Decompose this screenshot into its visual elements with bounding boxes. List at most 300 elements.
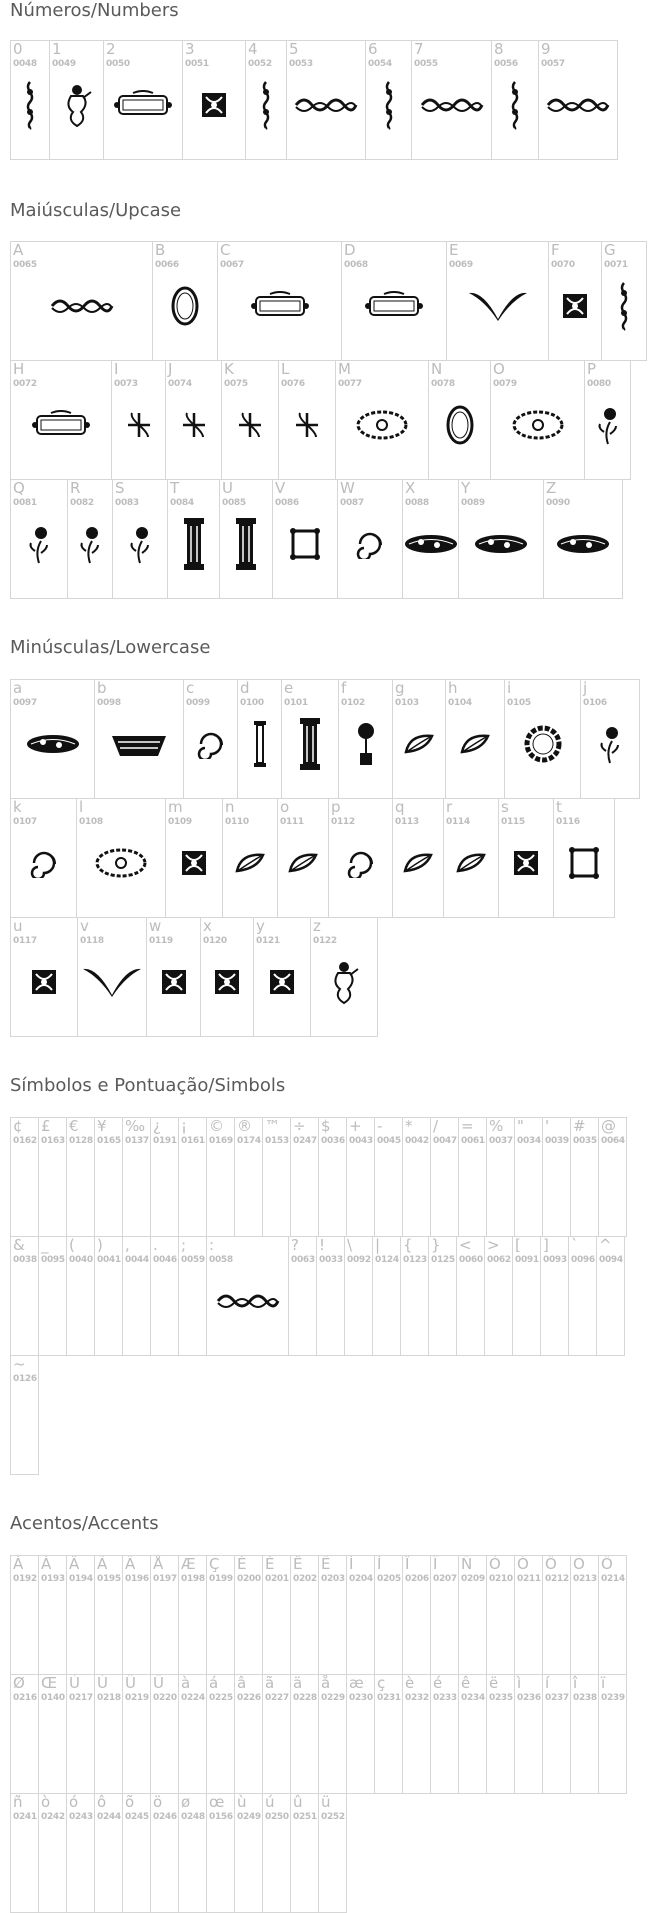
glyph-character: Ì xyxy=(349,1555,354,1573)
glyph-cell[interactable] xyxy=(234,1117,263,1237)
glyph-cell[interactable] xyxy=(411,40,492,160)
h-cluster-ornament-icon xyxy=(555,531,611,557)
glyph-cell[interactable] xyxy=(221,360,279,480)
wreath-h-ornament-icon xyxy=(510,408,566,442)
glyph-cell[interactable] xyxy=(458,1117,487,1237)
glyph-cell[interactable] xyxy=(178,1555,207,1675)
glyph-code: 0247 xyxy=(293,1136,317,1146)
glyph-code: 0204 xyxy=(349,1574,373,1584)
glyph-cell[interactable] xyxy=(10,1555,39,1675)
glyph-cell[interactable] xyxy=(10,360,112,480)
corner-ornament-icon xyxy=(126,411,152,439)
glyph-cell[interactable] xyxy=(498,798,554,918)
glyph-character: Í xyxy=(377,1555,382,1573)
glyph-code: 0203 xyxy=(321,1574,345,1584)
glyph-cell[interactable] xyxy=(262,1674,291,1794)
glyph-character: Ò xyxy=(489,1555,501,1573)
glyph-cell[interactable] xyxy=(458,1555,487,1675)
glyph-cell[interactable] xyxy=(94,679,184,799)
glyph-cell[interactable] xyxy=(596,1236,625,1356)
glyph-character: t xyxy=(556,798,562,816)
glyph-cell[interactable] xyxy=(484,1236,513,1356)
glyph-cell[interactable] xyxy=(286,40,366,160)
glyph-cell[interactable] xyxy=(38,1674,67,1794)
glyph-code: 0153 xyxy=(265,1136,289,1146)
glyph-code: 0211 xyxy=(517,1574,541,1584)
glyph-cell[interactable] xyxy=(290,1793,319,1913)
glyph-cell[interactable] xyxy=(10,917,78,1037)
section-title: Símbolos e Pontuação/Simbols xyxy=(10,1075,286,1096)
glyph-cell[interactable] xyxy=(10,1355,39,1475)
glyph-character: L xyxy=(281,360,290,378)
glyph-cell[interactable] xyxy=(538,40,618,160)
glyph-code: 0163 xyxy=(41,1136,65,1146)
glyph-cell[interactable] xyxy=(344,1236,373,1356)
glyph-cell[interactable] xyxy=(10,1117,39,1237)
glyph-code: 0105 xyxy=(507,698,531,708)
glyph-code: 0224 xyxy=(181,1693,205,1703)
glyph-cell[interactable] xyxy=(542,1117,571,1237)
glyph-cell[interactable] xyxy=(77,917,147,1037)
glyph-cell[interactable] xyxy=(146,917,201,1037)
glyph-cell[interactable] xyxy=(150,1117,179,1237)
glyph-cell[interactable] xyxy=(66,1236,95,1356)
glyph-code: 0198 xyxy=(181,1574,205,1584)
glyph-cell[interactable] xyxy=(542,1555,571,1675)
glyph-cell[interactable] xyxy=(262,1555,291,1675)
glyph-character: 6 xyxy=(368,40,378,58)
glyph-cell[interactable] xyxy=(570,1555,599,1675)
glyph-cell[interactable] xyxy=(458,479,544,599)
glyph-cell[interactable] xyxy=(122,1236,151,1356)
glyph-character: 5 xyxy=(289,40,299,58)
glyph-cell[interactable] xyxy=(400,1236,429,1356)
glyph-character: G xyxy=(604,241,616,259)
glyph-cell[interactable] xyxy=(112,479,168,599)
glyph-character: Œ xyxy=(41,1674,58,1692)
glyph-cell[interactable] xyxy=(281,679,339,799)
glyph-cell[interactable] xyxy=(10,1236,39,1356)
glyph-character: l xyxy=(79,798,84,816)
glyph-code: 0239 xyxy=(601,1693,625,1703)
glyph-code: 0033 xyxy=(319,1255,343,1265)
glyph-code: 0250 xyxy=(265,1812,289,1822)
glyph-code: 0034 xyxy=(517,1136,541,1146)
glyph-row xyxy=(10,241,646,361)
glyph-cell[interactable] xyxy=(262,1117,291,1237)
glyph-character: © xyxy=(209,1117,224,1135)
glyph-cell[interactable] xyxy=(318,1117,347,1237)
glyph-cell[interactable] xyxy=(514,1117,543,1237)
glyph-code: 0237 xyxy=(545,1693,569,1703)
glyph-cell[interactable] xyxy=(365,40,412,160)
glyph-cell[interactable] xyxy=(272,479,338,599)
glyph-cell[interactable] xyxy=(402,1674,431,1794)
glyph-cell[interactable] xyxy=(167,479,220,599)
glyph-code: 0209 xyxy=(461,1574,485,1584)
glyph-cell[interactable] xyxy=(443,798,499,918)
glyph-character: ? xyxy=(291,1236,299,1254)
glyph-cell[interactable] xyxy=(337,479,403,599)
glyph-character: Ø xyxy=(13,1674,25,1692)
glyph-character: Æ xyxy=(181,1555,196,1573)
glyph-code: 0096 xyxy=(571,1255,595,1265)
glyph-character: Ô xyxy=(545,1555,557,1573)
glyph-character: < xyxy=(459,1236,472,1254)
glyph-code: 0113 xyxy=(395,817,419,827)
glyph-code: 0097 xyxy=(13,698,37,708)
glyph-cell[interactable] xyxy=(542,1674,571,1794)
glyph-cell[interactable] xyxy=(165,798,223,918)
glyph-character: Q xyxy=(13,479,25,497)
glyph-cell[interactable] xyxy=(122,1674,151,1794)
glyph-character: \ xyxy=(347,1236,353,1254)
swirl-ornament-icon xyxy=(196,729,226,759)
glyph-cell[interactable] xyxy=(150,1555,179,1675)
section-title: Acentos/Accents xyxy=(10,1513,159,1534)
glyph-character: ; xyxy=(181,1236,187,1254)
glyph-cell[interactable] xyxy=(66,1793,95,1913)
glyph-character: å xyxy=(321,1674,331,1692)
glyph-cell[interactable] xyxy=(335,360,429,480)
glyph-cell[interactable] xyxy=(372,1236,401,1356)
glyph-cell[interactable] xyxy=(253,917,311,1037)
glyph-character: ñ xyxy=(13,1793,23,1811)
glyph-character: Ç xyxy=(209,1555,220,1573)
glyph-cell[interactable] xyxy=(310,917,378,1037)
glyph-cell[interactable] xyxy=(290,1674,319,1794)
glyph-cell[interactable] xyxy=(178,1236,207,1356)
glyph-code: 0062 xyxy=(487,1255,511,1265)
glyph-character: u xyxy=(13,917,23,935)
glyph-cell[interactable] xyxy=(94,1555,123,1675)
swirl-ornament-icon xyxy=(355,529,385,559)
glyph-code: 0126 xyxy=(13,1374,37,1384)
glyph-character: ] xyxy=(543,1236,549,1254)
glyph-cell[interactable] xyxy=(548,241,602,361)
glyph-cell[interactable] xyxy=(316,1236,345,1356)
glyph-character: Á xyxy=(41,1555,52,1573)
glyph-character: ^ xyxy=(599,1236,612,1254)
glyph-cell[interactable] xyxy=(200,917,254,1037)
glyph-row xyxy=(10,1355,38,1475)
glyph-cell[interactable] xyxy=(341,241,447,361)
glyph-cell[interactable] xyxy=(514,1674,543,1794)
glyph-character: q xyxy=(395,798,405,816)
glyph-cell[interactable] xyxy=(491,40,539,160)
glyph-code: 0192 xyxy=(13,1574,37,1584)
glyph-cell[interactable] xyxy=(543,479,623,599)
oval-ornament-icon xyxy=(170,285,200,327)
block-ornament-icon xyxy=(512,849,540,877)
glyph-cell[interactable] xyxy=(428,1236,457,1356)
glyph-cell[interactable] xyxy=(10,40,50,160)
glyph-code: 0102 xyxy=(341,698,365,708)
glyph-code: 0193 xyxy=(41,1574,65,1584)
glyph-cell[interactable] xyxy=(288,1236,317,1356)
glyph-cell[interactable] xyxy=(178,1117,207,1237)
glyph-cell[interactable] xyxy=(219,479,273,599)
leaf-ornament-icon xyxy=(404,732,434,756)
glyph-cell[interactable] xyxy=(38,1793,67,1913)
glyph-code: 0108 xyxy=(79,817,103,827)
glyph-cell[interactable] xyxy=(553,798,615,918)
glyph-code: 0072 xyxy=(13,379,37,389)
glyph-cell[interactable] xyxy=(206,1555,235,1675)
glyph-code: 0233 xyxy=(433,1693,457,1703)
glyph-cell[interactable] xyxy=(217,241,342,361)
glyph-cell[interactable] xyxy=(206,1117,235,1237)
glyph-character: , xyxy=(125,1236,130,1254)
glyph-code: 0076 xyxy=(281,379,305,389)
glyph-cell[interactable] xyxy=(486,1674,515,1794)
glyph-cell[interactable] xyxy=(38,1236,67,1356)
glyph-cell[interactable] xyxy=(10,679,95,799)
glyph-character: r xyxy=(446,798,453,816)
glyph-character: ê xyxy=(461,1674,471,1692)
glyph-row xyxy=(10,1236,624,1356)
glyph-character: } xyxy=(431,1236,441,1254)
glyph-cell[interactable] xyxy=(346,1674,375,1794)
glyph-character: D xyxy=(344,241,356,259)
glyph-cell[interactable] xyxy=(486,1555,515,1675)
glyph-cell[interactable] xyxy=(66,1555,95,1675)
glyph-cell[interactable] xyxy=(514,1555,543,1675)
glyph-cell[interactable] xyxy=(584,360,631,480)
glyph-cell[interactable] xyxy=(290,1117,319,1237)
glyph-cell[interactable] xyxy=(150,1236,179,1356)
glyph-cell[interactable] xyxy=(318,1674,347,1794)
glyph-character: V xyxy=(275,479,286,497)
frame-h-ornament-icon xyxy=(364,291,424,321)
glyph-code: 0088 xyxy=(405,498,429,508)
glyph-cell[interactable] xyxy=(38,1117,67,1237)
glyph-code: 0054 xyxy=(368,59,392,69)
glyph-cell[interactable] xyxy=(346,1117,375,1237)
glyph-character: / xyxy=(433,1117,439,1135)
glyph-cell[interactable] xyxy=(568,1236,597,1356)
glyph-character: W xyxy=(340,479,355,497)
glyph-cell[interactable] xyxy=(540,1236,569,1356)
oval-ornament-icon xyxy=(445,404,475,446)
glyph-code: 0050 xyxy=(106,59,130,69)
glyph-cell[interactable] xyxy=(598,1117,627,1237)
glyph-cell[interactable] xyxy=(456,1236,485,1356)
glyph-cell[interactable] xyxy=(206,1793,235,1913)
glyph-cell[interactable] xyxy=(374,1555,403,1675)
glyph-cell[interactable] xyxy=(76,798,166,918)
frame-sq-ornament-icon xyxy=(289,527,321,561)
glyph-cell[interactable] xyxy=(262,1793,291,1913)
glyph-cell[interactable] xyxy=(122,1117,151,1237)
glyph-cell[interactable] xyxy=(152,241,218,361)
glyph-cell[interactable] xyxy=(490,360,585,480)
v-scroll-ornament-icon xyxy=(506,80,524,130)
column-ornament-icon xyxy=(253,720,267,768)
glyph-code: 0052 xyxy=(248,59,272,69)
glyph-character: ì xyxy=(517,1674,522,1692)
glyph-cell[interactable] xyxy=(122,1555,151,1675)
glyph-code: 0074 xyxy=(168,379,192,389)
glyph-character: ' xyxy=(545,1117,550,1135)
glyph-character: ~ xyxy=(13,1355,26,1373)
glyph-cell[interactable] xyxy=(206,1236,289,1356)
h-band-ornament-icon xyxy=(420,95,484,115)
glyph-cell[interactable] xyxy=(598,1674,627,1794)
glyph-cell[interactable] xyxy=(94,1674,123,1794)
glyph-cell[interactable] xyxy=(318,1793,347,1913)
glyph-code: 0201 xyxy=(265,1574,289,1584)
glyph-cell[interactable] xyxy=(328,798,393,918)
corner-ornament-icon xyxy=(237,411,263,439)
glyph-cell[interactable] xyxy=(338,679,393,799)
glyph-cell[interactable] xyxy=(445,679,505,799)
glyph-character: È xyxy=(237,1555,247,1573)
block-ornament-icon xyxy=(561,292,589,320)
glyph-code: 0091 xyxy=(515,1255,539,1265)
glyph-cell[interactable] xyxy=(430,1555,459,1675)
glyph-character: | xyxy=(375,1236,381,1254)
pot-ornament-icon xyxy=(354,721,378,767)
glyph-cell[interactable] xyxy=(10,479,68,599)
glyph-cell[interactable] xyxy=(277,798,329,918)
glyph-cell[interactable] xyxy=(10,1674,39,1794)
glyph-code: 0195 xyxy=(97,1574,121,1584)
glyph-code: 0061 xyxy=(461,1136,485,1146)
glyph-character: À xyxy=(13,1555,24,1573)
glyph-cell[interactable] xyxy=(245,40,287,160)
glyph-cell[interactable] xyxy=(458,1674,487,1794)
glyph-code: 0115 xyxy=(501,817,525,827)
glyph-cell[interactable] xyxy=(49,40,104,160)
glyph-cell[interactable] xyxy=(10,798,77,918)
swirl-ornament-icon xyxy=(29,848,59,878)
glyph-cell[interactable] xyxy=(234,1674,263,1794)
glyph-character: N xyxy=(431,360,443,378)
glyph-character: y xyxy=(256,917,265,935)
glyph-code: 0230 xyxy=(349,1693,373,1703)
glyph-cell[interactable] xyxy=(178,1674,207,1794)
glyph-cell[interactable] xyxy=(392,679,446,799)
glyph-character: Â xyxy=(69,1555,80,1573)
glyph-character: Ó xyxy=(517,1555,529,1573)
glyph-character: % xyxy=(489,1117,504,1135)
glyph-character: ‰ xyxy=(125,1117,146,1135)
v-drop-ornament-icon xyxy=(467,289,529,323)
glyph-cell[interactable] xyxy=(504,679,581,799)
glyph-character: è xyxy=(405,1674,415,1692)
glyph-cell[interactable] xyxy=(428,360,491,480)
glyph-character: É xyxy=(265,1555,275,1573)
glyph-cell[interactable] xyxy=(111,360,166,480)
glyph-character: Å xyxy=(153,1555,164,1573)
glyph-cell[interactable] xyxy=(234,1555,263,1675)
glyph-character: á xyxy=(209,1674,219,1692)
glyph-cell[interactable] xyxy=(598,1555,627,1675)
leaf-ornament-icon xyxy=(235,851,265,875)
glyph-cell[interactable] xyxy=(94,1117,123,1237)
glyph-cell[interactable] xyxy=(392,798,444,918)
glyph-cell[interactable] xyxy=(122,1793,151,1913)
glyph-cell[interactable] xyxy=(402,479,459,599)
glyph-code: 0059 xyxy=(181,1255,205,1265)
glyph-cell[interactable] xyxy=(570,1117,599,1237)
glyph-cell[interactable] xyxy=(374,1117,403,1237)
glyph-cell[interactable] xyxy=(580,679,640,799)
glyph-character: w xyxy=(149,917,162,935)
glyph-cell[interactable] xyxy=(486,1117,515,1237)
glyph-cell[interactable] xyxy=(67,479,113,599)
glyph-cell[interactable] xyxy=(38,1555,67,1675)
glyph-cell[interactable] xyxy=(178,1793,207,1913)
glyph-code: 0200 xyxy=(237,1574,261,1584)
glyph-character: € xyxy=(69,1117,79,1135)
glyph-character: s xyxy=(501,798,509,816)
glyph-cell[interactable] xyxy=(10,241,153,361)
glyph-character: p xyxy=(331,798,341,816)
glyph-character: $ xyxy=(321,1117,331,1135)
glyph-cell[interactable] xyxy=(234,1793,263,1913)
glyph-cell[interactable] xyxy=(94,1793,123,1913)
glyph-cell[interactable] xyxy=(182,40,246,160)
pillar-ornament-icon xyxy=(181,516,207,572)
glyph-character: Ù xyxy=(69,1674,80,1692)
glyph-code: 0046 xyxy=(153,1255,177,1265)
glyph-cell[interactable] xyxy=(430,1117,459,1237)
glyph-cell[interactable] xyxy=(165,360,222,480)
glyph-cell[interactable] xyxy=(601,241,647,361)
glyph-cell[interactable] xyxy=(66,1674,95,1794)
glyph-cell[interactable] xyxy=(206,1674,235,1794)
glyph-cell[interactable] xyxy=(570,1674,599,1794)
glyph-cell[interactable] xyxy=(374,1674,403,1794)
glyph-cell[interactable] xyxy=(103,40,183,160)
glyph-cell[interactable] xyxy=(512,1236,541,1356)
glyph-cell[interactable] xyxy=(402,1117,431,1237)
cherub-ornament-icon xyxy=(61,82,93,128)
glyph-code: 0079 xyxy=(493,379,517,389)
glyph-cell[interactable] xyxy=(94,1236,123,1356)
glyph-code: 0069 xyxy=(449,260,473,270)
glyph-cell[interactable] xyxy=(10,1793,39,1913)
glyph-code: 0080 xyxy=(587,379,611,389)
glyph-character: Ë xyxy=(321,1555,331,1573)
glyph-code: 0191 xyxy=(153,1136,177,1146)
cherub-ornament-icon xyxy=(328,959,360,1005)
glyph-cell[interactable] xyxy=(446,241,549,361)
glyph-cell[interactable] xyxy=(222,798,278,918)
glyph-code: 0217 xyxy=(69,1693,93,1703)
ring-ornament-icon xyxy=(523,724,563,764)
glyph-cell[interactable] xyxy=(237,679,282,799)
glyph-code: 0047 xyxy=(433,1136,457,1146)
glyph-character: k xyxy=(13,798,22,816)
glyph-cell[interactable] xyxy=(346,1555,375,1675)
glyph-cell[interactable] xyxy=(150,1674,179,1794)
glyph-cell[interactable] xyxy=(183,679,238,799)
section-title: Minúsculas/Lowercase xyxy=(10,637,211,658)
corner-ornament-icon xyxy=(181,411,207,439)
glyph-cell[interactable] xyxy=(150,1793,179,1913)
glyph-cell[interactable] xyxy=(318,1555,347,1675)
glyph-cell[interactable] xyxy=(290,1555,319,1675)
glyph-cell[interactable] xyxy=(66,1117,95,1237)
glyph-cell[interactable] xyxy=(430,1674,459,1794)
glyph-cell[interactable] xyxy=(402,1555,431,1675)
glyph-character: ö xyxy=(153,1793,163,1811)
block-ornament-icon xyxy=(180,849,208,877)
glyph-cell[interactable] xyxy=(278,360,336,480)
